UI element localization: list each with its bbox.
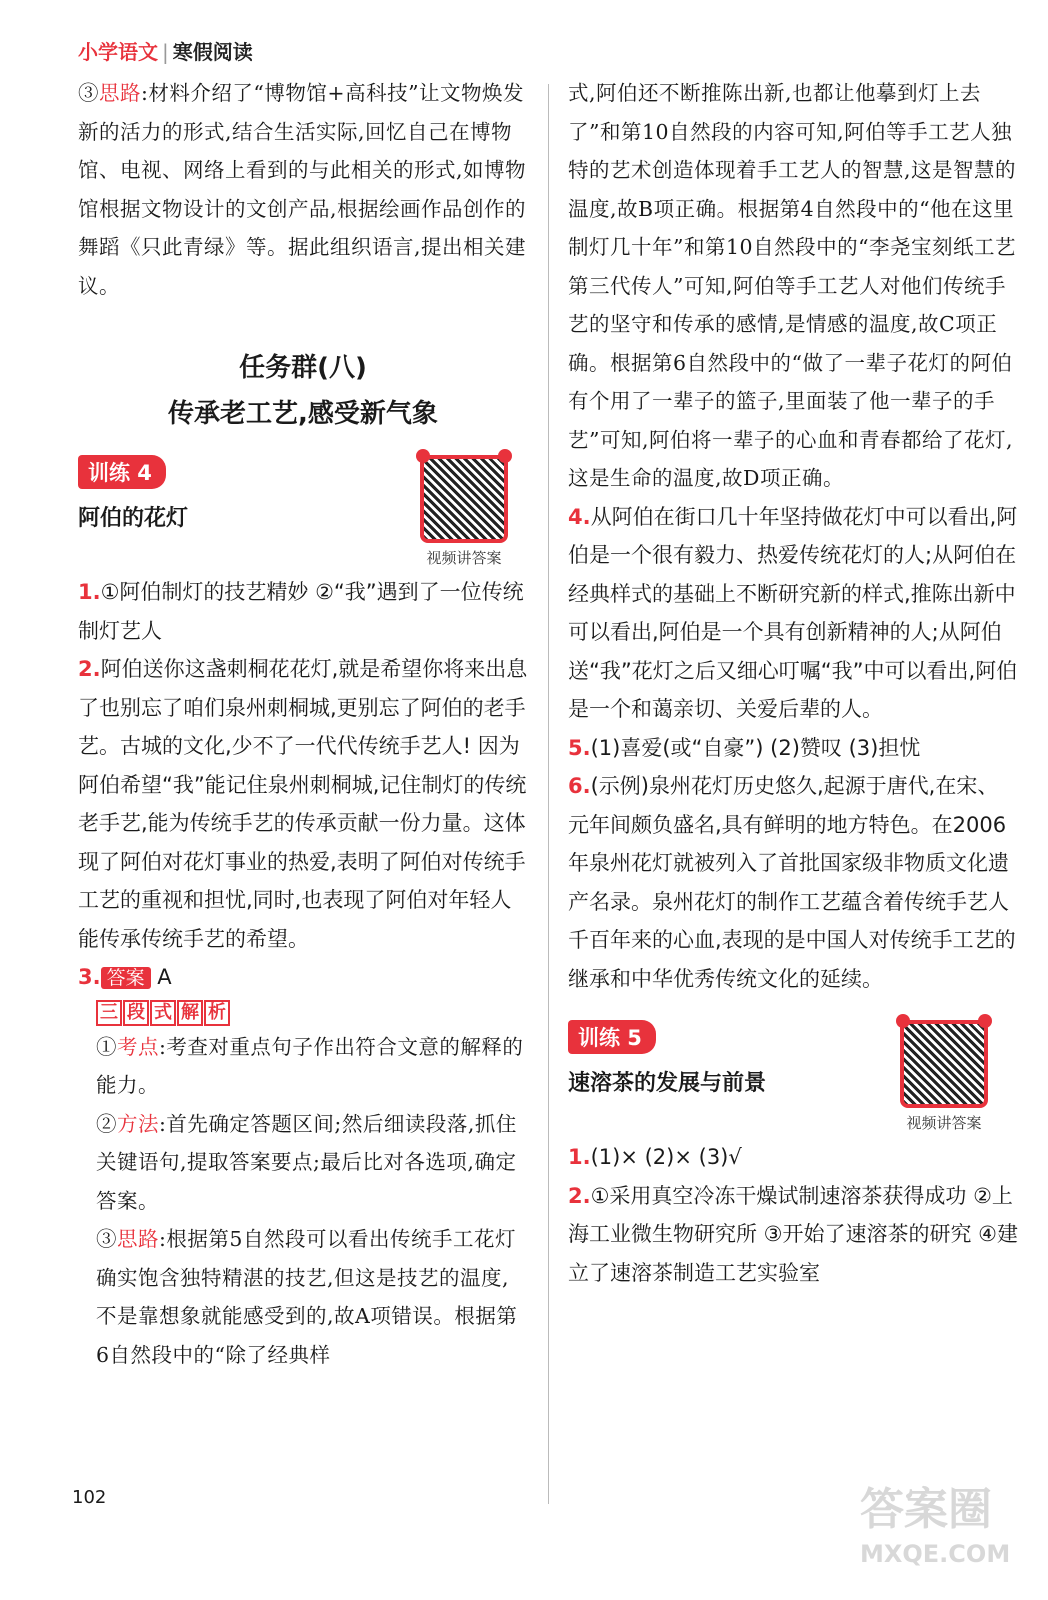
section-title-line1: 任务群(八) — [239, 353, 367, 383]
answer-text: (示例)泉州花灯历史悠久,起源于唐代,在宋、元年间颇负盛名,具有鲜明的地方特色。在2006年泉州花灯就被列入了首批国家级非物质文化遗产名录。泉州花灯的制作工艺蕴含着传统手艺人千百年来的心血,表现的是中国人对传统手工艺的继承和中华优秀传统文化的延续。 — [568, 774, 1016, 991]
section-title-line2: 传承老工艺,感受新气象 — [168, 399, 438, 429]
answer-number: 1. — [78, 580, 101, 604]
left-column — [78, 74, 528, 1374]
qr-code-icon — [900, 1020, 988, 1108]
badge-char: 段 — [123, 1000, 149, 1026]
answer-number: 5. — [568, 735, 591, 760]
answer-text: ①阿伯制灯的技艺精妙 ②“我”遇到了一位传统制灯艺人 — [78, 580, 524, 643]
fangfa-prefix: ② — [96, 1111, 117, 1136]
answer-text: (1)喜爱(或“自豪”) (2)赞叹 (3)担忧 — [590, 735, 921, 760]
column-divider — [548, 84, 549, 1504]
answer-2 — [78, 650, 528, 958]
answer-number: 4. — [568, 504, 591, 529]
kaodian-text: :考查对重点句子作出符合文意的解释的能力。 — [96, 1034, 524, 1097]
intro-text: :材料介绍了“博物馆+高科技”让文物焕发新的活力的形式,结合生活实际,回忆自己在博物馆、电视、网络上看到的与此相关的形式,如博物馆根据文物设计的文创产品,根据绘画作品创作的舞蹈《只此青绿》等。据此组织语言,提出相关建议。 — [78, 81, 527, 298]
analysis-fangfa — [78, 1105, 528, 1221]
analysis-silu — [78, 1220, 528, 1374]
badge-char: 析 — [204, 1000, 230, 1026]
answer-b1 — [568, 1138, 1018, 1177]
answer-text: 从阿伯在街口几十年坚持做花灯中可以看出,阿伯是一个很有毅力、热爱传统花灯的人;从阿伯在经典样式的基础上不断研究新的样式,推陈出新中可以看出,阿伯是一个具有创新精神的人;从阿伯送“我”花灯之后又细心叮嘱“我”中可以看出,阿伯是一个和蔼亲切、关爱后辈的人。 — [568, 504, 1018, 721]
answer-number: 3. — [78, 965, 101, 989]
answer-number: 1. — [568, 1145, 591, 1169]
intro-label: 思路 — [99, 81, 141, 105]
fangfa-label: 方法 — [117, 1111, 159, 1136]
three-step-analysis-badge — [78, 1000, 231, 1026]
answer-5 — [568, 729, 1018, 768]
answer-text: ①采用真空冷冻干燥试制速溶茶获得成功 ②上海工业微生物研究所 ③开始了速溶茶的研究 ④建立了速溶茶制造工艺实验室 — [568, 1183, 1019, 1285]
training-4-header — [78, 455, 528, 573]
series-label: 寒假阅读 — [172, 40, 253, 64]
page-header — [78, 36, 253, 65]
subject-label: 小学语文 — [78, 40, 158, 64]
page-number: 102 — [72, 1487, 107, 1508]
answer-label: 答案 — [101, 967, 151, 989]
badge-char: 解 — [177, 1000, 203, 1026]
silu-text: :根据第5自然段可以看出传统手工花灯确实饱含独特精湛的技艺,但这是技艺的温度,不是靠想象就能感受到的,故A项错误。根据第6自然段中的“除了经典样 — [96, 1227, 518, 1367]
answer-number: 2. — [568, 1183, 591, 1208]
intro-prefix: ③ — [78, 81, 99, 105]
silu-label: 思路 — [117, 1227, 159, 1251]
intro-paragraph — [78, 74, 528, 305]
answer-b2 — [568, 1177, 1018, 1293]
qr-caption: 视频讲答案 — [906, 1114, 982, 1132]
qr-code-4[interactable] — [418, 455, 510, 568]
answer-text: 阿伯送你这盏刺桐花花灯,就是希望你将来出息了也别忘了咱们泉州刺桐城,更别忘了阿伯的老手艺。古城的文化,少不了一代代传统手艺人! 因为阿伯希望“我”能记住泉州刺桐城,记住制灯的传统老手艺,能为传统手艺的传承贡献一份力量。这体现了阿伯对花灯事业的热爱,表明了阿伯对传统手工艺的重视和担忧,同时,也表现了阿伯对年轻人能传承传统手艺的希望。 — [78, 657, 528, 951]
badge-char: 式 — [150, 1000, 176, 1026]
answer-1 — [78, 573, 528, 650]
training-4-title: 阿伯的花灯 — [78, 505, 189, 531]
header-separator: | — [162, 40, 169, 64]
kaodian-label: 考点 — [117, 1034, 159, 1059]
answer-number: 6. — [568, 774, 591, 798]
qr-caption: 视频讲答案 — [426, 549, 502, 567]
answer-6 — [568, 767, 1018, 998]
answer-text: (1)× (2)× (3)√ — [590, 1145, 742, 1169]
analysis-continued: 式,阿伯还不断推陈出新,也都让他摹到灯上去了”和第10自然段的内容可知,阿伯等手工艺人独特的艺术创造体现着手工艺人的智慧,这是智慧的温度,故B项正确。根据第4自然段中的“他在这里制灯几十年”和第10自然段中的“李尧宝刻纸工艺第三代传人”可知,阿伯等手工艺人对他们传统手艺的坚守和传承的感情,是情感的温度,故C项正确。根据第6自然段中的“做了一辈子花灯的阿伯有个用了一辈子的篮子,里面装了他一辈子的手艺”可知,阿伯将一辈子的心血和青春都给了花灯,这是生命的温度,故D项正确。 — [568, 81, 1017, 490]
answer-4 — [568, 498, 1018, 729]
kaodian-prefix: ① — [96, 1034, 117, 1059]
silu-prefix: ③ — [96, 1227, 117, 1251]
watermark-small: MXQE.COM — [860, 1540, 1011, 1568]
watermark-logo — [860, 1484, 1011, 1576]
fangfa-text: :首先确定答题区间;然后细读段落,抓住关键语句,提取答案要点;最后比对各选项,确定答案。 — [96, 1111, 517, 1213]
training-4-tag: 训练 4 — [78, 455, 166, 489]
analysis-kaodian — [78, 1028, 528, 1105]
training-5-title: 速溶茶的发展与前景 — [568, 1070, 767, 1096]
right-column — [568, 74, 1018, 1292]
watermark-big: 答案圈 — [860, 1484, 992, 1535]
answer-number: 2. — [78, 657, 101, 681]
answer-3 — [78, 958, 528, 998]
training-5-tag: 训练 5 — [568, 1020, 656, 1054]
section-title — [78, 345, 528, 437]
qr-code-icon — [420, 455, 508, 543]
qr-code-5[interactable] — [898, 1020, 990, 1133]
answer-value: A — [157, 965, 172, 989]
training-5-header — [568, 1020, 1018, 1138]
badge-char: 三 — [96, 1000, 122, 1026]
